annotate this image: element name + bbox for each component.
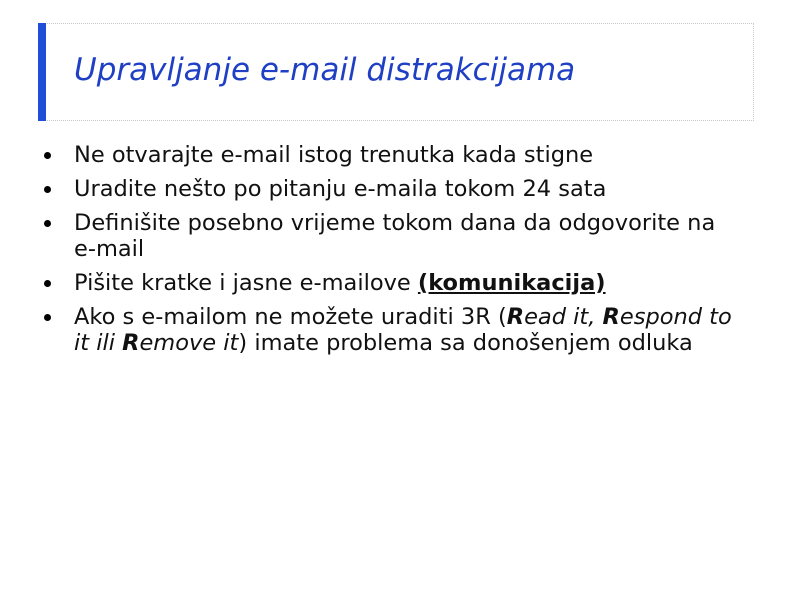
- r-word: ead it,: [524, 304, 603, 330]
- bullet-text: Definišite posebno vrijeme tokom dana da odgovorite na e-mail: [74, 210, 716, 262]
- bullet-item: [44, 210, 744, 262]
- r-letter: R: [122, 330, 140, 356]
- bullet-text: Pišite kratke i jasne e-mailove: [74, 270, 418, 296]
- bullet-item: [44, 176, 744, 202]
- slide-title: Upravljanje e-mail distrakcijama: [74, 52, 576, 88]
- bullet-text: Ne otvarajte e-mail istog trenutka kada stigne: [74, 142, 594, 168]
- title-accent-bar: [38, 23, 46, 121]
- bullet-text: ) imate problema sa donošenjem odluka: [238, 330, 693, 356]
- r-letter: R: [506, 304, 525, 330]
- bullet-item: [44, 304, 744, 356]
- bullet-item: [44, 142, 744, 168]
- bullet-item: [44, 270, 744, 296]
- bullet-text: Uradite nešto po pitanju e-maila tokom 24 sata: [74, 176, 607, 202]
- bullet-text: Ako s e-mailom ne možete uraditi 3R (: [74, 304, 507, 330]
- bullet-emphasis: (komunikacija): [417, 270, 606, 296]
- r-word: emove it: [139, 330, 239, 356]
- r-word: espond to it ili: [74, 304, 732, 356]
- r-letter: R: [602, 304, 620, 330]
- bullet-list: [44, 142, 744, 364]
